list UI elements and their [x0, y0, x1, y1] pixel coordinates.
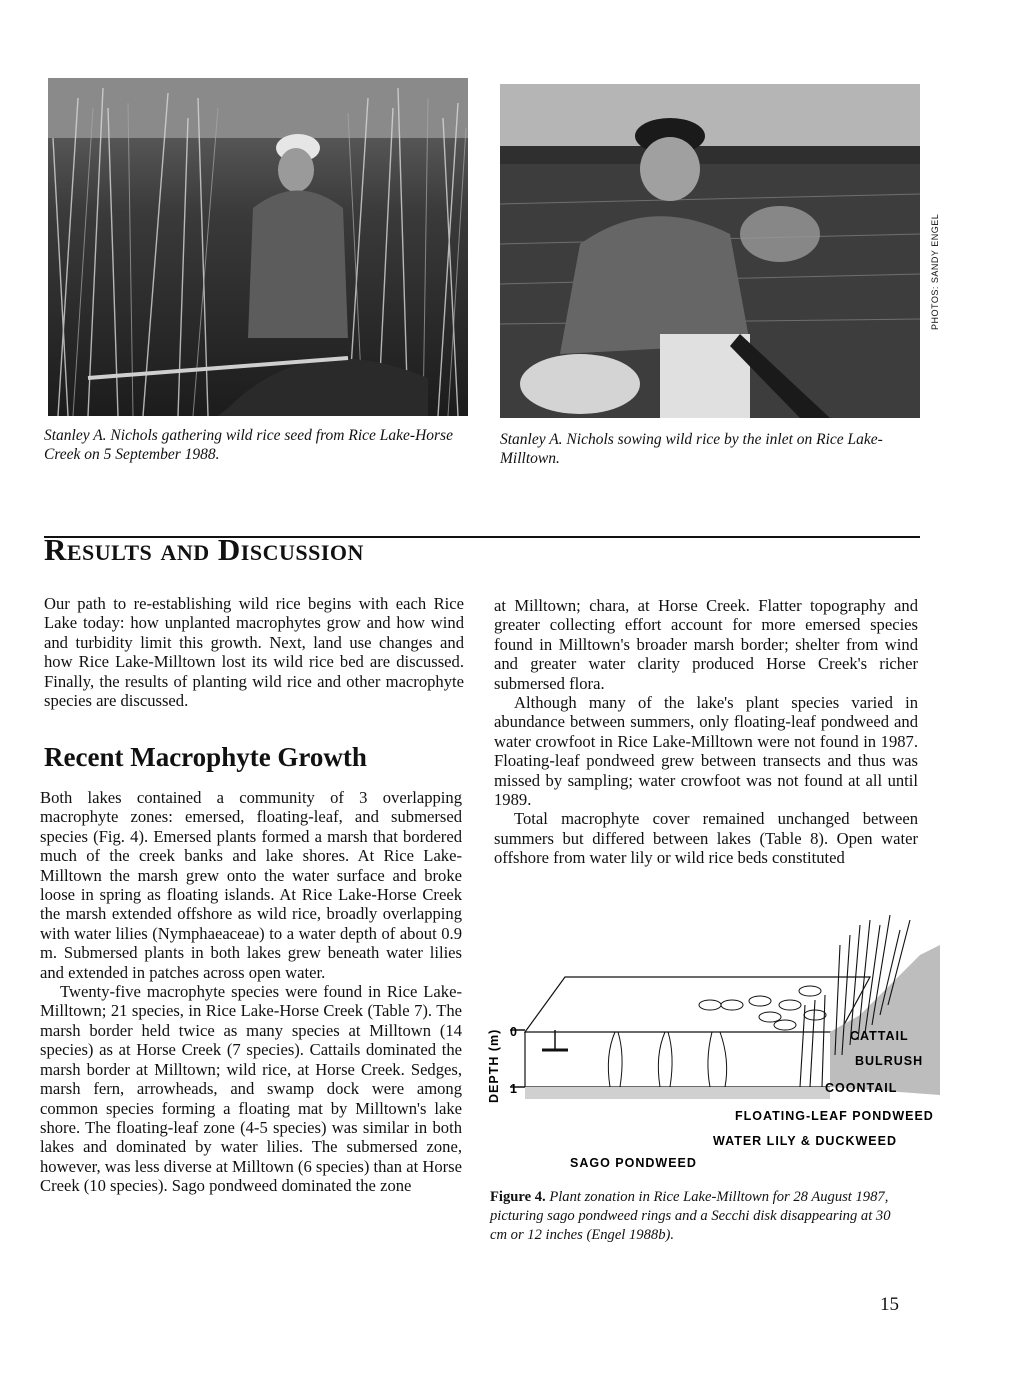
label-water-lily-duckweed: WATER LILY & DUCKWEED — [713, 1134, 897, 1148]
depth-tick-label-0: 0 — [510, 1025, 518, 1039]
section-heading: Results and Discussion — [44, 532, 364, 567]
photo-gathering-illustration — [48, 78, 468, 416]
left-paragraph-2: Twenty-five macrophyte species were found in Rice Lake-Milltown; 21 species, in Rice Lake-Horse Creek (Table 7). The marsh border held twice as many species at Milltown (14 species) as at Horse Creek (7 species). Cattails dominated the marsh border at Milltown; wild rice, at Horse Creek. Sedges, marsh fern, arrowheads, and swamp dock were among common species forming a floating mat by Milltown's lake shore. The floating-leaf zone (4-5 species) was similar in both lakes and dominated by water lilies. The submersed zone, however, was less diverse at Milltown (6 species) than at Horse Creek (10 species). Sago pondweed dominated the zone — [40, 982, 462, 1196]
depth-tick-label-1: 1 — [510, 1082, 518, 1096]
label-sago-pondweed: SAGO PONDWEED — [570, 1156, 697, 1170]
intro-paragraph — [44, 594, 464, 710]
figure-4-diagram — [470, 905, 970, 1180]
page-number: 15 — [880, 1294, 899, 1315]
subheading: Recent Macrophyte Growth — [44, 742, 367, 772]
sago-pondweed-strands — [608, 1032, 726, 1087]
figure-caption-text: Plant zonation in Rice Lake-Milltown for 28 August 1987, picturing sago pondweed rings and a Secchi disk disappearing at 30 cm or 12 inches (Engel 1988b). — [490, 1189, 891, 1243]
label-cattail: CATTAIL — [850, 1029, 909, 1043]
figure-caption-label: Figure 4. — [490, 1189, 546, 1205]
depth-axis-label: DEPTH (m) — [487, 1028, 501, 1103]
left-column — [40, 788, 462, 1196]
photo-caption-1: Stanley A. Nichols gathering wild rice seed from Rice Lake-Horse Creek on 5 September 1988. — [44, 427, 453, 463]
photo-sowing-illustration — [500, 84, 920, 418]
intro-text: Our path to re-establishing wild rice begins with each Rice Lake today: how unplanted macrophytes grow and how wind and turbidity limit this growth. Next, land use changes and how Rice Lake-Milltown lost its wild rice bed are discussed. Finally, the results of planting wild rice and other macrophyte species are discussed. — [44, 594, 464, 711]
photo-sowing-wild-rice — [500, 84, 920, 418]
right-paragraph-3: Total macrophyte cover remained unchanged between summers but differed between lakes (Table 8). Open water offshore from water lily or wild rice beds constituted — [494, 809, 918, 868]
right-column — [494, 596, 918, 868]
label-bulrush: BULRUSH — [855, 1054, 924, 1068]
water-surface — [525, 977, 870, 1032]
lake-bottom — [525, 1087, 830, 1099]
water-lily-pads — [699, 986, 826, 1030]
photo-caption-2: Stanley A. Nichols sowing wild rice by the inlet on Rice Lake-Milltown. — [500, 431, 883, 467]
photo-credit: PHOTOS: SANDY ENGEL — [930, 213, 940, 330]
label-floating-leaf-pondweed: FLOATING-LEAF PONDWEED — [735, 1109, 934, 1123]
left-paragraph-1: Both lakes contained a community of 3 overlapping macrophyte zones: emersed, floating-leaf, and submersed species (Fig. 4). Emersed plants formed a marsh that bordered much of the creek banks and lake shores. At Rice Lake-Milltown the marsh grew onto the water surface and broke loose in spring as floating islands. At Rice Lake-Horse Creek the marsh extended offshore as wild rice, broadly overlapping with water lilies (Nymphaeaceae) to a water depth of about 0.9 m. Submersed plants in both lakes grew beneath water lilies and extended in patches across open water. — [40, 788, 462, 982]
photo-gathering-wild-rice — [48, 78, 468, 416]
right-paragraph-2: Although many of the lake's plant species varied in abundance between summers, only floating-leaf pondweed and water crowfoot in Rice Lake-Milltown were not found in 1987. Floating-leaf pondweed grew between transects and thus was missed by sampling; water crowfoot was not found at all until 1989. — [494, 693, 918, 810]
right-paragraph-1: at Milltown; chara, at Horse Creek. Flatter topography and greater collecting effort account for more emersed species found in Milltown's broader marsh border; shelter from wind and greater water clarity produced Horse Creek's richer submersed flora. — [494, 596, 918, 693]
label-coontail: COONTAIL — [825, 1081, 898, 1095]
figure-caption — [490, 1188, 910, 1245]
plant-zonation-svg — [470, 905, 970, 1180]
